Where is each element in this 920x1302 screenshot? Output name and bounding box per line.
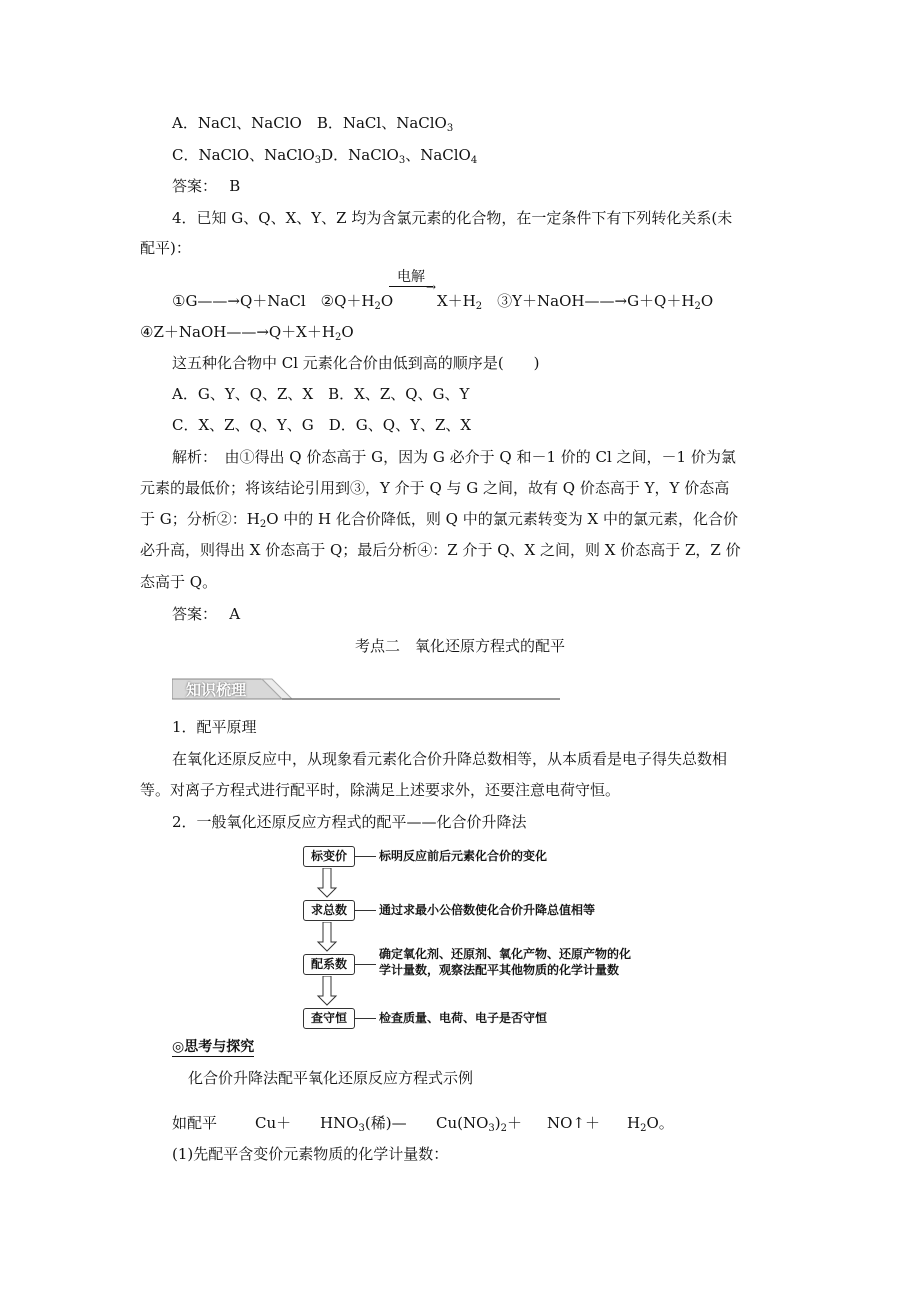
q4-analysis-line2: 元素的最低价；将该结论引用到③，Y 介于 Q 与 G 之间，故有 Q 价态高于 Y，Y 价态高 xyxy=(140,479,730,497)
q4-answer: 答案： A xyxy=(172,605,241,623)
example-hno3: $HNO_3$(稀)— xyxy=(320,1114,407,1134)
q4-analysis-line3: 于 G；分析②：$H_2O$ 中的 H 化合价降低，则 Q 中的氯元素转变为 X 中的氯元素，化合价 xyxy=(140,510,738,530)
explore-heading: ◎思考与探究 xyxy=(172,1039,255,1055)
down-arrow-icon xyxy=(316,868,338,898)
q4-equation-1b: $X+H_2$ $③Y+NaOH——\to G+Q+H_2O$ xyxy=(437,292,714,312)
banner-label: 知识梳理 xyxy=(186,681,247,699)
example-h2o: $H_2O$。 xyxy=(627,1114,674,1134)
electrolysis-label: 电解 xyxy=(397,269,425,285)
q4-analysis-line5: 态高于 Q。 xyxy=(140,573,218,591)
flow-step-coefficients: 配系数 xyxy=(303,954,355,975)
q3-options-cd: C．NaClO、NaClO$_3$D．NaClO$_3$、NaClO$_4$ xyxy=(172,146,478,166)
example-no: NO↑＋ xyxy=(547,1114,600,1132)
q4-equation-2: $④Z+NaOH——\to Q+X+H_2O$ xyxy=(140,323,354,343)
principle-heading: 1．配平原理 xyxy=(172,718,257,736)
flow-connector xyxy=(354,856,376,857)
section-title: 考点二 氧化还原方程式的配平 xyxy=(354,637,565,655)
example-label: 如配平 xyxy=(172,1114,218,1132)
flow-desc-2: 通过求最小公倍数使化合价升降总值相等 xyxy=(379,903,596,917)
q4-question: 这五种化合物中 Cl 元素化合价由低到高的顺序是( ) xyxy=(172,354,540,372)
flow-step-mark-valence: 标变价 xyxy=(303,846,355,867)
q4-options-cd: C．X、Z、Q、Y、G D．G、Q、Y、Z、X xyxy=(172,416,472,434)
q3-options-ab: A．NaCl、NaClO B．NaCl、NaClO$_3$ xyxy=(172,114,454,134)
principle-body-2: 等。对离子方程式进行配平时，除满足上述要求外，还要注意电荷守恒。 xyxy=(140,781,621,799)
q4-options-ab: A．G、Y、Q、Z、X B．X、Z、Q、G、Y xyxy=(172,385,470,403)
q4-analysis-line1: 解析： 由①得出 Q 价态高于 G，因为 G 必介于 Q 和－1 价的 Cl 之间，－1 价为氯 xyxy=(172,448,736,466)
explore-step1: (1)先配平含变价元素物质的化学计量数： xyxy=(172,1145,449,1163)
q4-stem-line1: 4．已知 G、Q、X、Y、Z 均为含氯元素的化合物，在一定条件下有下列转化关系(未 xyxy=(172,209,733,227)
down-arrow-icon xyxy=(316,976,338,1006)
flow-step-conservation: 查守恒 xyxy=(303,1008,355,1029)
flow-desc-3a: 确定氧化剂、还原剂、氧化产物、还原产物的化 xyxy=(379,947,632,961)
q4-stem-line2: 配平)： xyxy=(140,239,191,257)
principle-body-1: 在氧化还原反应中，从现象看元素化合价升降总数相等，从本质看是电子得失总数相 xyxy=(172,750,728,768)
example-cu: Cu＋ xyxy=(255,1114,292,1132)
method-heading: 2．一般氧化还原反应方程式的配平——化合价升降法 xyxy=(172,813,527,831)
arrow-head-icon: → xyxy=(426,280,437,294)
knowledge-banner xyxy=(172,677,564,701)
down-arrow-icon xyxy=(316,922,338,952)
q3-answer: 答案： B xyxy=(172,177,241,195)
flow-desc-1: 标明反应前后元素化合价的变化 xyxy=(379,849,548,863)
flow-connector xyxy=(354,910,376,911)
flow-step-total: 求总数 xyxy=(303,900,355,921)
flow-connector xyxy=(354,964,376,965)
flow-desc-3b: 学计量数，观察法配平其他物质的化学计量数 xyxy=(379,963,620,977)
example-cuno32: $Cu(NO_3)_2+$ xyxy=(436,1114,523,1134)
flow-desc-4: 检查质量、电荷、电子是否守恒 xyxy=(379,1011,548,1025)
flow-connector xyxy=(354,1018,376,1019)
explore-subtitle: 化合价升降法配平氧化还原反应方程式示例 xyxy=(188,1069,474,1087)
q4-analysis-line4: 必升高，则得出 X 价态高于 Q；最后分析④：Z 介于 Q、X 之间，则 X 价态高于 Z，Z 价 xyxy=(140,541,741,559)
q4-equation-1: ①G——→Q＋NaCl $②Q+H_2O$ xyxy=(172,292,394,312)
